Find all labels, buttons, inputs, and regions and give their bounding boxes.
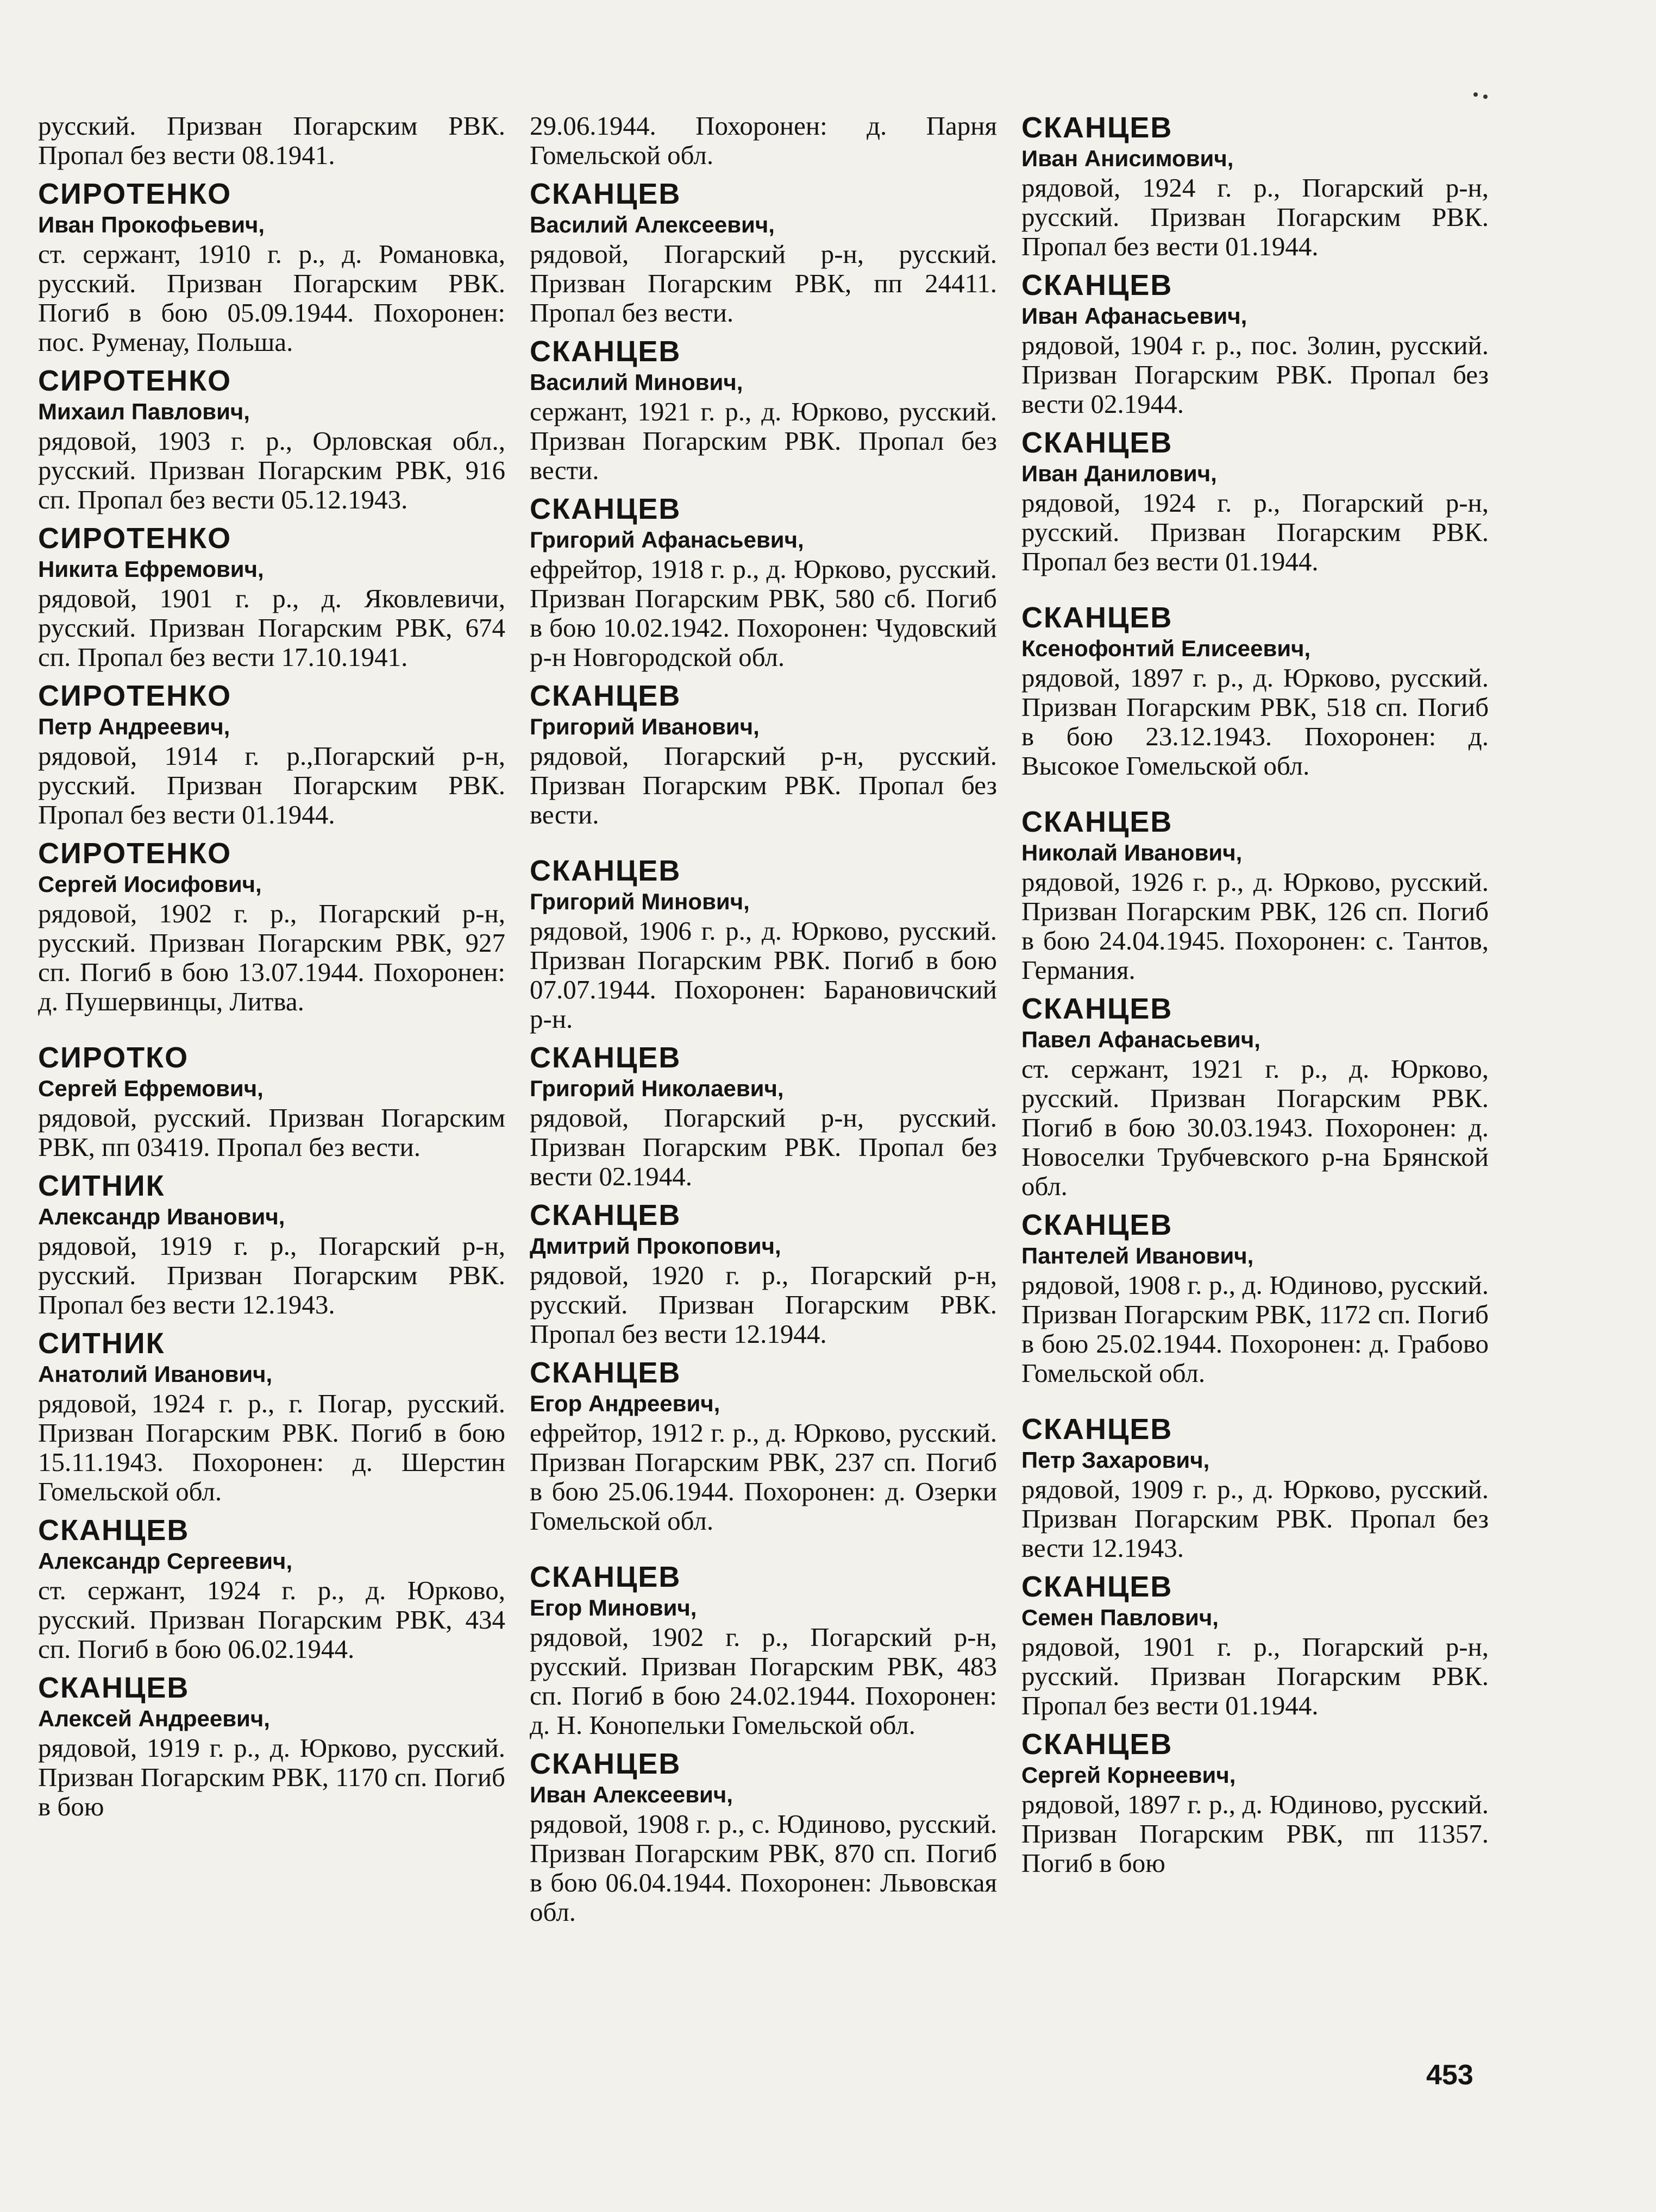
entry — [38, 1514, 505, 1664]
entry — [1021, 601, 1489, 781]
entry — [1021, 1413, 1489, 1563]
entry-given-names: Иван Анисимович, — [1021, 146, 1234, 171]
entry-surname: СКАНЦЕВ — [1021, 1570, 1173, 1603]
entry-given-names: Иван Алексеевич, — [530, 1782, 733, 1807]
entry-given-names: Пантелей Иванович, — [1021, 1243, 1254, 1268]
entry-text: рядовой, 1919 г. р., Погарский р-н, русский. Призван Погарским РВК. Пропал без вести 12.1943. — [38, 1231, 505, 1319]
entry-given-names: Петр Захарович, — [1021, 1447, 1210, 1473]
entry — [1021, 992, 1489, 1201]
entry-text: рядовой, 1902 г. р., Погарский р-н, русский. Призван Погарским РВК, 927 сп. Погиб в бою 13.07.1944. Похоронен: д. Пушервинцы, Литва. — [38, 898, 505, 1016]
entry-surname: СИРОТЕНКО — [38, 178, 232, 210]
entry-text: рядовой, 1902 г. р., Погарский р-н, русский. Призван Погарским РВК, 483 сп. Погиб в бою 24.02.1944. Похоронен: д. Н. Конопельки Гомельской обл. — [530, 1622, 997, 1740]
entry — [38, 365, 505, 514]
entry-text: рядовой, 1904 г. р., пос. Золин, русский. Призван Погарским РВК. Пропал без вести 02.1944. — [1021, 330, 1489, 419]
entry-surname: СИРОТЕНКО — [38, 837, 232, 870]
entry — [38, 837, 505, 1016]
entry-surname: СКАНЦЕВ — [530, 854, 681, 887]
entry-surname: СИТНИК — [38, 1170, 165, 1202]
entry-surname: СКАНЦЕВ — [1021, 1728, 1173, 1761]
entry-surname: СКАНЦЕВ — [530, 1041, 681, 1074]
entry-given-names: Иван Прокофьевич, — [38, 212, 265, 237]
entry-surname: СКАНЦЕВ — [1021, 426, 1173, 459]
entry-surname: СКАНЦЕВ — [530, 178, 681, 210]
entry-text: рядовой, 1897 г. р., д. Юрково, русский. Призван Погарским РВК, 518 сп. Погиб в бою 23.12.1943. Похоронен: д. Высокое Гомельской обл. — [1021, 663, 1489, 781]
entry-surname: СКАНЦЕВ — [1021, 269, 1173, 301]
entry-surname: СКАНЦЕВ — [530, 1199, 681, 1231]
entry-given-names: Ксенофонтий Елисеевич, — [1021, 636, 1311, 661]
entry-text: рядовой, 1901 г. р., д. Яковлевичи, русский. Призван Погарским РВК, 674 сп. Пропал без вести 17.10.1941. — [38, 583, 505, 672]
entry-text: рядовой, Погарский р-н, русский. Призван Погарским РВК, пп 24411. Пропал без вести. — [530, 239, 997, 328]
entry-text: рядовой, 1908 г. р., с. Юдиново, русский. Призван Погарским РВК, 870 сп. Погиб в бою 06.04.1944. Похоронен: Львовская обл. — [530, 1809, 997, 1927]
entry — [38, 178, 505, 357]
entry-surname: СКАНЦЕВ — [530, 1748, 681, 1780]
ink-speck — [1483, 95, 1488, 99]
entry-given-names: Сергей Ефремович, — [38, 1076, 264, 1101]
entry — [1021, 1728, 1489, 1878]
entry — [530, 1199, 997, 1349]
entry-given-names: Сергей Иосифович, — [38, 871, 262, 897]
entry — [530, 111, 997, 170]
entry-surname: СКАНЦЕВ — [530, 680, 681, 712]
entry-given-names: Василий Минович, — [530, 369, 743, 395]
entry — [530, 1356, 997, 1536]
entry-text: 29.06.1944. Похоронен: д. Парня Гомельской обл. — [530, 111, 997, 170]
entry-surname: СКАНЦЕВ — [38, 1671, 190, 1704]
entry — [530, 680, 997, 830]
entry-text: рядовой, 1924 г. р., г. Погар, русский. Призван Погарским РВК. Погиб в бою 15.11.1943. Похоронен: д. Шерстин Гомельской обл. — [38, 1388, 505, 1506]
entry-text: ст. сержант, 1921 г. р., д. Юрково, русский. Призван Погарским РВК. Погиб в бою 30.03.1943. Похоронен: д. Новоселки Трубчевского р-на Брянской обл. — [1021, 1054, 1489, 1201]
entry-text: рядовой, 1897 г. р., д. Юдиново, русский. Призван Погарским РВК, пп 11357. Погиб в бою — [1021, 1789, 1489, 1878]
entry-text: рядовой, русский. Призван Погарским РВК, пп 03419. Пропал без вести. — [38, 1103, 505, 1162]
entry-given-names: Михаил Павлович, — [38, 399, 250, 424]
entry-given-names: Павел Афанасьевич, — [1021, 1027, 1260, 1052]
entry-surname: СИРОТЕНКО — [38, 680, 232, 712]
entry-text: ефрейтор, 1912 г. р., д. Юрково, русский. Призван Погарским РВК, 237 сп. Погиб в бою 25.06.1944. Похоронен: д. Озерки Гомельской обл. — [530, 1418, 997, 1536]
entry-text: сержант, 1921 г. р., д. Юрково, русский. Призван Погарским РВК. Пропал без вести. — [530, 397, 997, 485]
entry-surname: СИРОТКО — [38, 1041, 189, 1074]
entry-surname: СКАНЦЕВ — [530, 493, 681, 525]
entry-text: рядовой, 1909 г. р., д. Юрково, русский. Призван Погарским РВК. Пропал без вести 12.1943. — [1021, 1474, 1489, 1563]
entry-given-names: Дмитрий Прокопович, — [530, 1233, 781, 1259]
entry-surname: СИРОТЕНКО — [38, 522, 232, 555]
entry-given-names: Иван Данилович, — [1021, 461, 1217, 486]
entry-given-names: Анатолий Иванович, — [38, 1361, 273, 1387]
entry-text: ефрейтор, 1918 г. р., д. Юрково, русский. Призван Погарским РВК, 580 сб. Погиб в бою 10.02.1942. Похоронен: Чудовский р-н Новгородской обл. — [530, 554, 997, 672]
entry-text: рядовой, Погарский р-н, русский. Призван Погарским РВК. Пропал без вести 02.1944. — [530, 1103, 997, 1191]
entry-text: рядовой, 1914 г. р.,Погарский р-н, русский. Призван Погарским РВК. Пропал без вести 01.1944. — [38, 741, 505, 830]
entry-surname: СКАНЦЕВ — [530, 1356, 681, 1389]
entry — [530, 1561, 997, 1740]
entry — [1021, 111, 1489, 261]
column-2 — [530, 111, 997, 1934]
entry — [38, 1041, 505, 1162]
entry-text: рядовой, 1919 г. р., д. Юрково, русский. Призван Погарским РВК, 1170 сп. Погиб в бою — [38, 1733, 505, 1821]
entry-text: рядовой, 1924 г. р., Погарский р-н, русский. Призван Погарским РВК. Пропал без вести 01.1944. — [1021, 488, 1489, 576]
entry-text: рядовой, 1901 г. р., Погарский р-н, русский. Призван Погарским РВК. Пропал без вести 01.1944. — [1021, 1632, 1489, 1720]
entry-text: ст. сержант, 1910 г. р., д. Романовка, русский. Призван Погарским РВК. Погиб в бою 05.09.1944. Похоронен: пос. Руменау, Польша. — [38, 239, 505, 357]
entry-given-names: Алексей Андреевич, — [38, 1706, 270, 1731]
entry — [530, 335, 997, 485]
entry-surname: СКАНЦЕВ — [1021, 992, 1173, 1025]
entry — [530, 178, 997, 328]
entry-surname: СКАНЦЕВ — [530, 1561, 681, 1593]
entry-given-names: Иван Афанасьевич, — [1021, 303, 1247, 329]
entry-surname: СКАНЦЕВ — [38, 1514, 190, 1547]
entry-surname: СИТНИК — [38, 1327, 165, 1360]
entry-given-names: Александр Иванович, — [38, 1204, 285, 1229]
entry-given-names: Григорий Афанасьевич, — [530, 527, 804, 552]
entry-surname: СКАНЦЕВ — [530, 335, 681, 368]
column-1 — [38, 111, 505, 1829]
column-3 — [1021, 111, 1489, 1886]
entry-given-names: Никита Ефремович, — [38, 556, 264, 582]
entry-text: рядовой, 1920 г. р., Погарский р-н, русский. Призван Погарским РВК. Пропал без вести 12.1944. — [530, 1260, 997, 1349]
entry — [530, 1748, 997, 1927]
entry-given-names: Григорий Николаевич, — [530, 1076, 784, 1101]
entry-text: ст. сержант, 1924 г. р., д. Юрково, русский. Призван Погарским РВК, 434 сп. Погиб в бою 06.02.1944. — [38, 1575, 505, 1664]
page-number: 453 — [1426, 2059, 1473, 2091]
entry-given-names: Семен Павлович, — [1021, 1605, 1219, 1630]
entry-surname: СКАНЦЕВ — [1021, 806, 1173, 838]
entry — [1021, 806, 1489, 985]
entry-text: рядовой, 1924 г. р., Погарский р-н, русский. Призван Погарским РВК. Пропал без вести 01.1944. — [1021, 173, 1489, 261]
entry-text: рядовой, 1906 г. р., д. Юрково, русский. Призван Погарским РВК. Погиб в бою 07.07.1944. Похоронен: Барановичский р-н. — [530, 916, 997, 1034]
entry — [1021, 269, 1489, 419]
entry — [38, 1170, 505, 1319]
entry-given-names: Григорий Минович, — [530, 889, 750, 914]
entry — [530, 854, 997, 1034]
entry-given-names: Егор Минович, — [530, 1595, 697, 1620]
entry-text: рядовой, 1903 г. р., Орловская обл., русский. Призван Погарским РВК, 916 сп. Пропал без вести 05.12.1943. — [38, 426, 505, 514]
entry-given-names: Николай Иванович, — [1021, 840, 1243, 865]
entry-surname: СИРОТЕНКО — [38, 365, 232, 397]
entry — [38, 680, 505, 830]
entry-text: русский. Призван Погарским РВК. Пропал без вести 08.1941. — [38, 111, 505, 170]
entry — [1021, 1570, 1489, 1720]
entry-text: рядовой, 1926 г. р., д. Юрково, русский. Призван Погарским РВК, 126 сп. Погиб в бою 24.04.1945. Похоронен: с. Тантов, Германия. — [1021, 867, 1489, 985]
entry-given-names: Григорий Иванович, — [530, 714, 760, 739]
entry — [38, 111, 505, 170]
entry-text: рядовой, Погарский р-н, русский. Призван Погарским РВК. Пропал без вести. — [530, 741, 997, 830]
entry — [1021, 426, 1489, 576]
entry-text: рядовой, 1908 г. р., д. Юдиново, русский. Призван Погарским РВК, 1172 сп. Погиб в бою 25.02.1944. Похоронен: д. Грабово Гомельской обл. — [1021, 1270, 1489, 1388]
entry-surname: СКАНЦЕВ — [1021, 111, 1173, 144]
entry-given-names: Егор Андреевич, — [530, 1391, 720, 1416]
entry — [38, 522, 505, 672]
entry — [38, 1671, 505, 1821]
entry — [38, 1327, 505, 1506]
entry-given-names: Василий Алексеевич, — [530, 212, 775, 237]
entry-surname: СКАНЦЕВ — [1021, 601, 1173, 634]
entry-given-names: Александр Сергеевич, — [38, 1548, 293, 1574]
entry — [530, 1041, 997, 1191]
ink-speck — [1473, 92, 1478, 97]
entry-given-names: Сергей Корнеевич, — [1021, 1762, 1236, 1788]
entry-surname: СКАНЦЕВ — [1021, 1209, 1173, 1241]
entry-given-names: Петр Андреевич, — [38, 714, 230, 739]
entry — [530, 493, 997, 672]
entry — [1021, 1209, 1489, 1388]
entry-surname: СКАНЦЕВ — [1021, 1413, 1173, 1446]
